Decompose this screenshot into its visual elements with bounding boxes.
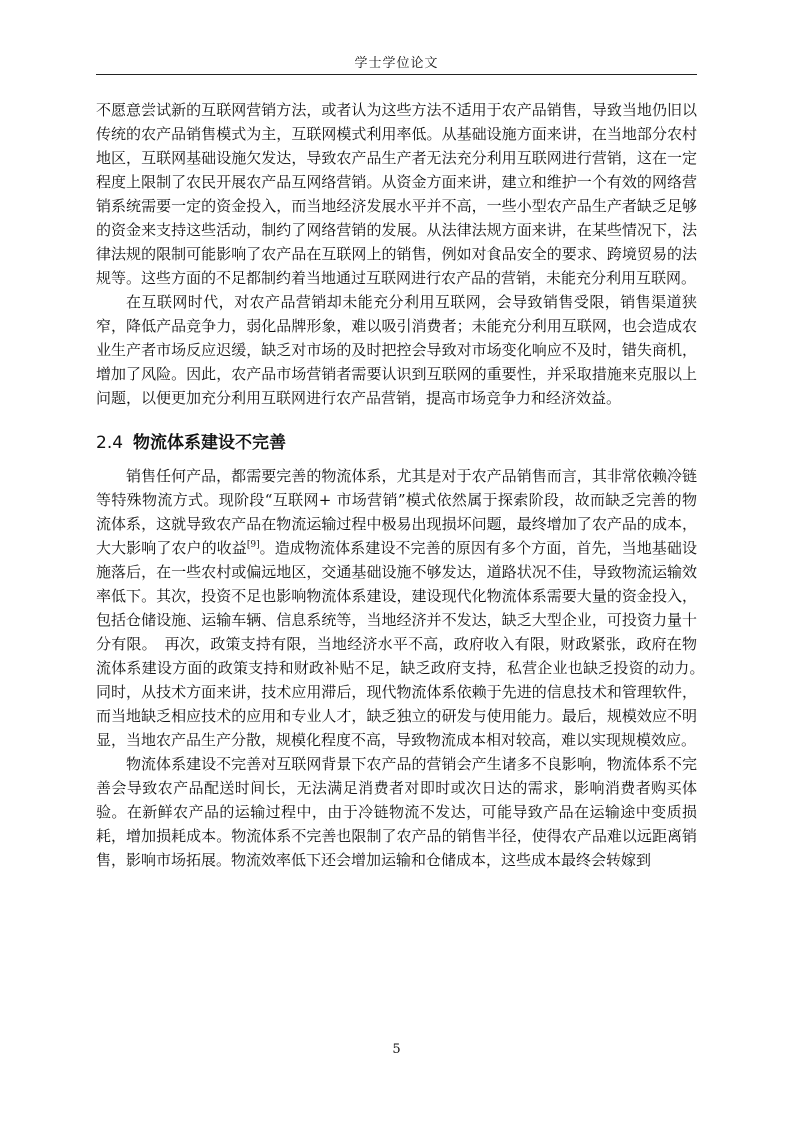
paragraph xyxy=(96,464,713,752)
paragraph: 物流体系建设不完善对互联网背景下农产品的营销会产生诸多不良影响，物流体系不完善会导致农产品配送时间长，无法满足消费者对即时或次日达的需求，影响消费者购买体验。在新鲜农产品的运输过程中，由于冷链物流不发达，可能导致产品在运输途中变质损耗，增加损耗成本。物流体系不完善也限制了农产品的销售半径，使得农产品难以远距离销售，影响市场拓展。物流效率低下还会增加运输和仓储成本，这些成本最终会转嫁到 xyxy=(96,755,697,869)
citation-ref: [9] xyxy=(246,540,260,550)
paragraph-text: 。造成物流体系建设不完善的原因有多个方面，首先，当地基础设施落后，在一些农村或偏远地区，交通基础设施不够发达，道路状况不佳，导致物流运输效率低下。其次，投资不足也影响物流体系建设，建设现代化物流体系需要大量的资金投入，包括仓储设施、运输车辆、信息系统等，当地经济并不发达，缺乏大型企业，可投资力量十分有限。 再次，政策支持有限，当地经济水平不高，政府收入有限，财政紧张，政府在物流体系建设方面的政策支持和财政补贴不足，缺乏政府支持，私营企业也缺乏投资的动力。 同时，从技术方面来讲，技术应用滞后，现代物流体系依赖于先进的信息技术和管理软件，而当地缺乏相应技术的应用和专业人才，缺乏独立的研发与使用能力。最后，规模效应不明显，当地农产品生产分散，规模化程度不高，导致物流成本相对较高，难以实现规模效应。 xyxy=(96,539,713,749)
paragraph: 在互联网时代，对农产品营销却未能充分利用互联网，会导致销售受限，销售渠道狭窄，降低产品竞争力，弱化品牌形象，难以吸引消费者；未能充分利用互联网，也会造成农业生产者市场反应迟缓，缺乏对市场的及时把控会导致对市场变化响应不及时，错失商机，增加了风险。因此，农产品市场营销者需要认识到互联网的重要性，并采取措施来克服以上问题，以便更加充分利用互联网进行农产品营销，提高市场竞争力和经济效益。 xyxy=(96,293,697,407)
section-number: 2.4 xyxy=(96,433,124,453)
section-title: 物流体系建设不完善 xyxy=(133,433,287,453)
section-heading xyxy=(96,430,697,456)
paragraph-text: 销售任何产品，都需要完善的物流体系，尤其是对于农产品销售而言，其非常依赖冷链等特殊物流方式。现阶段“互联网+ 市场营销”模式依然属于探索阶段，故而缺乏完善的物流体系，这就导致农产品在物流运输过程中极易出现损坏问题，最终增加了农产品的成本，大大影响了农户的收益 xyxy=(96,467,697,557)
running-header: 学士学位论文 xyxy=(354,56,439,71)
header-divider xyxy=(96,74,697,75)
paragraph-continued: 不愿意尝试新的互联网营销方法，或者认为这些方法不适用于农产品销售，导致当地仍旧以传统的农产品销售模式为主，互联网模式利用率低。从基础设施方面来讲，在当地部分农村地区，互联网基础设施欠发达，导致农产品生产者无法充分利用互联网进行营销，这在一定程度上限制了农民开展农产品互网络营销。从资金方面来讲，建立和维护一个有效的网络营销系统需要一定的资金投入，而当地经济发展水平并不高，一些小型农产品生产者缺乏足够的资金来支持这些活动，制约了网络营销的发展。从法律法规方面来讲，在某些情况下，法律法规的限制可能影响了农产品在互联网上的销售，例如对食品安全的要求、跨境贸易的法规等。这些方面的不足都制约着当地通过互联网进行农产品的营销，未能充分利用互联网。 xyxy=(96,101,697,287)
main-body xyxy=(96,98,713,872)
page-number: 5 xyxy=(392,1042,401,1057)
